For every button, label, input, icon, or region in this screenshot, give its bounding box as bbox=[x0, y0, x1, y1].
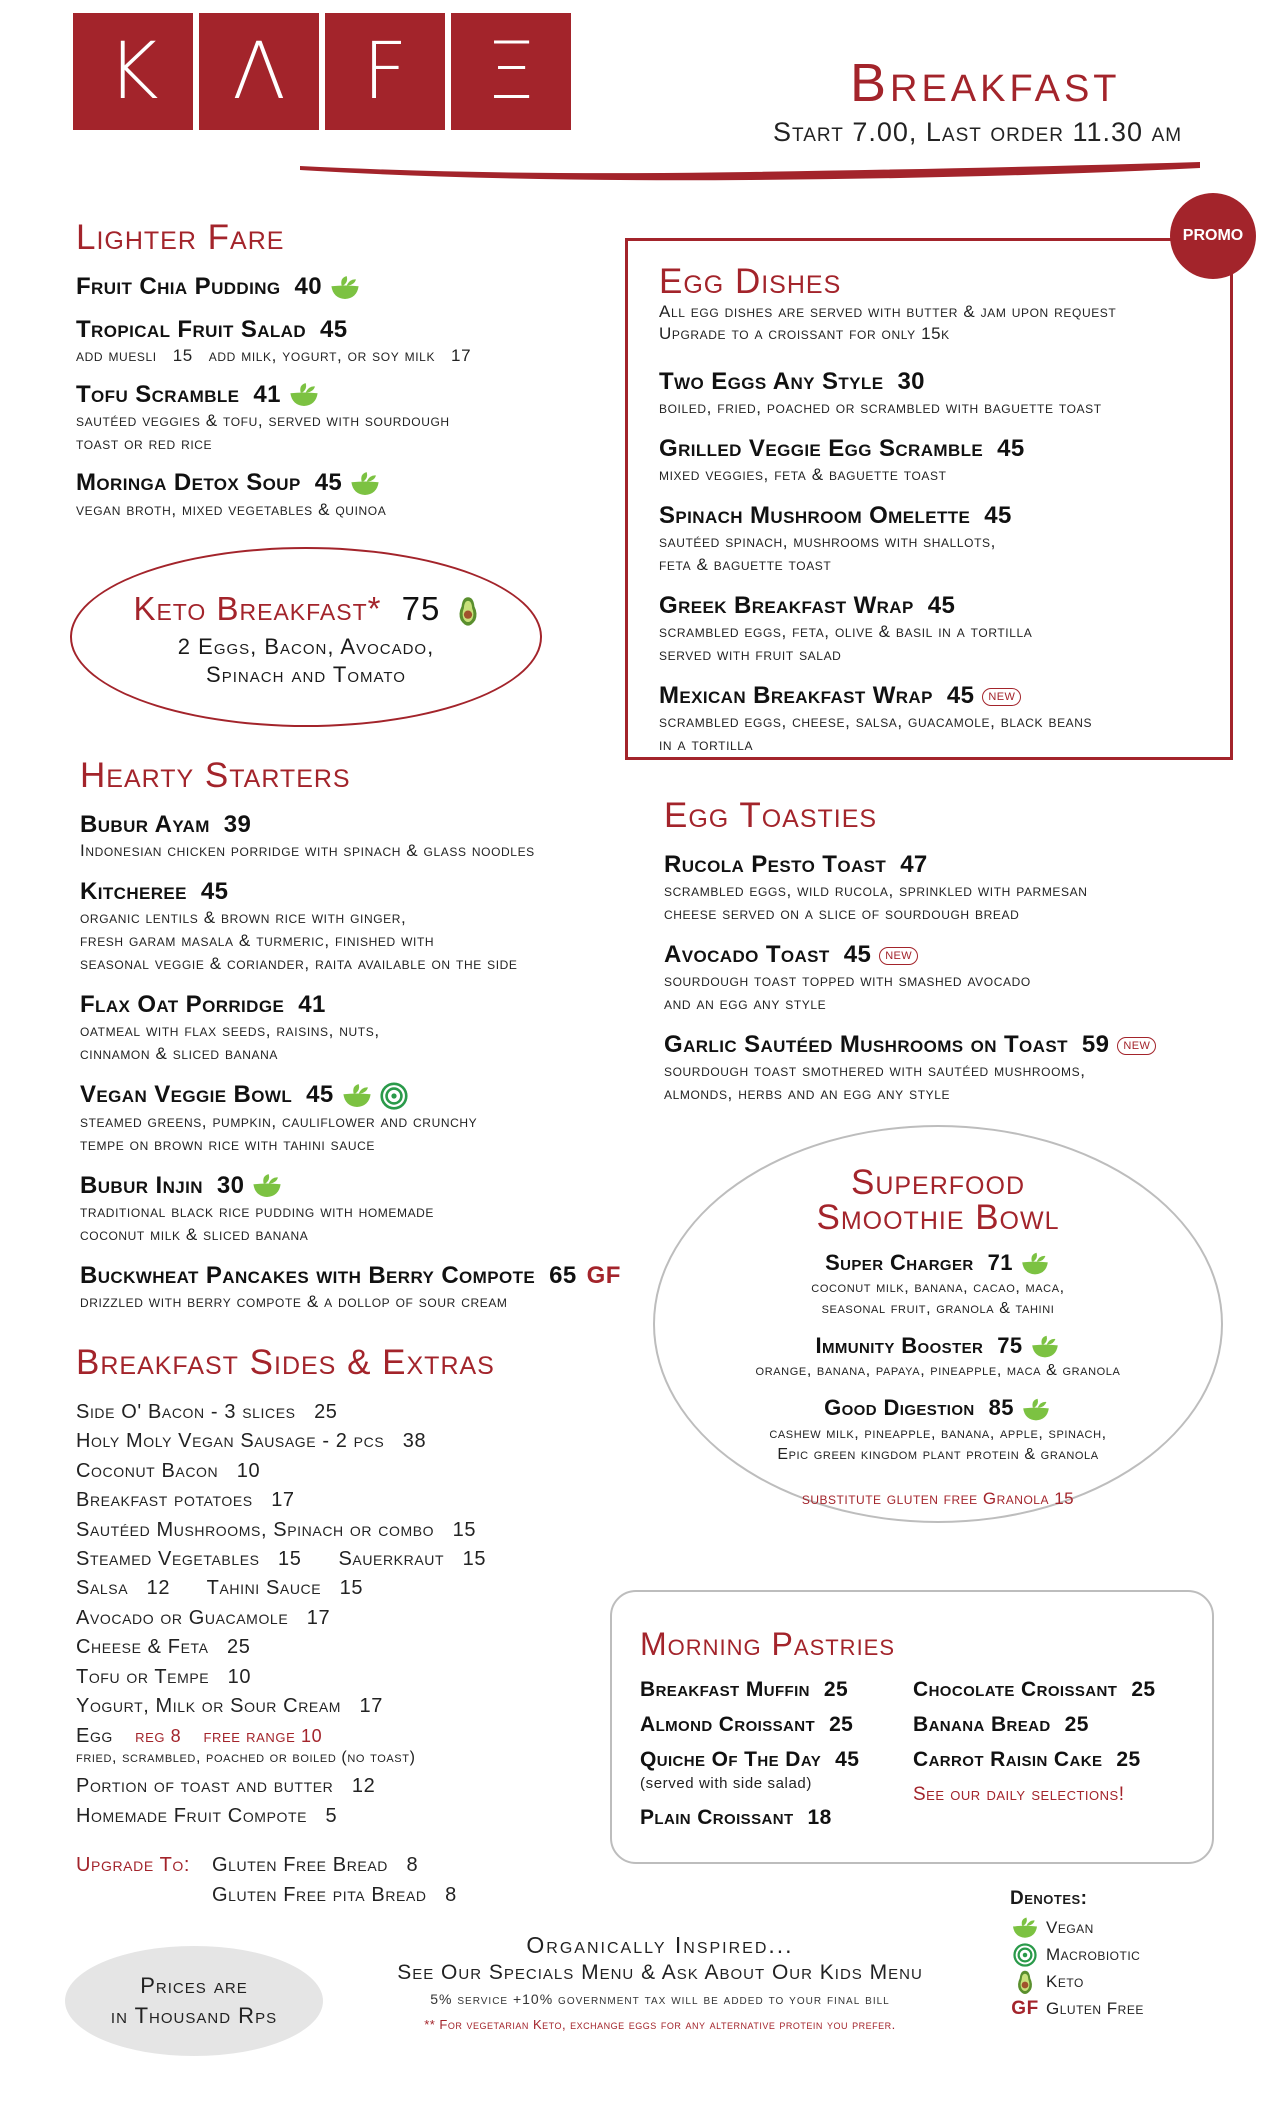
menu-item bbox=[659, 435, 1219, 486]
menu-item bbox=[80, 1262, 650, 1313]
side-item: Cheese & Feta 25 bbox=[76, 1636, 251, 1659]
macrobiotic-icon bbox=[380, 1082, 408, 1110]
item-price: 59 bbox=[1081, 1031, 1110, 1058]
vegan-icon bbox=[287, 381, 321, 409]
egg-description: fried, scrambled, poached or boiled (no toast) bbox=[76, 1749, 416, 1767]
menu-item bbox=[653, 1250, 1223, 1319]
item-price: 45 bbox=[320, 315, 348, 343]
menu-item bbox=[76, 273, 636, 302]
item-description: traditional black rice pudding with homemade bbox=[80, 1202, 435, 1222]
item-name: Tofu Scramble bbox=[76, 380, 240, 408]
menu-item bbox=[80, 811, 650, 862]
brush-stroke-divider bbox=[300, 158, 1200, 186]
item-description: cashew milk, pineapple, banana, apple, spinach, bbox=[769, 1424, 1107, 1442]
egg-dishes-note: Upgrade to a croissant for only 15k bbox=[659, 324, 950, 343]
side-item: Tofu or Tempe 10 bbox=[76, 1665, 252, 1688]
side-item: Breakfast potatoes 17 bbox=[76, 1489, 295, 1512]
page-title: Breakfast bbox=[850, 53, 1121, 113]
new-badge: NEW bbox=[982, 688, 1021, 706]
item-name: Flax Oat Porridge bbox=[80, 991, 285, 1018]
item-price: 47 bbox=[900, 851, 928, 878]
egg-toasties-heading: Egg Toasties bbox=[664, 796, 878, 835]
item-name: Quiche Of The Day bbox=[640, 1748, 822, 1771]
item-description: almonds, herbs and an egg any style bbox=[664, 1084, 951, 1103]
hearty-starters-list bbox=[80, 811, 650, 1327]
item-name: Chocolate Croissant bbox=[913, 1678, 1118, 1701]
item-description: organic lentils & brown rice with ginger, bbox=[80, 908, 407, 927]
menu-item bbox=[76, 469, 636, 521]
footer-tax-note: 5% service +10% government tax will be added to your final bill bbox=[430, 1991, 890, 2007]
item-description: sourdough toast smothered with sautéed mushrooms, bbox=[664, 1061, 1086, 1080]
keto-avocado-icon bbox=[457, 595, 479, 627]
item-description: cheese served on a slice of sourdough bread bbox=[664, 904, 1020, 923]
vegan-icon bbox=[1020, 1397, 1052, 1423]
item-price: 45 bbox=[200, 878, 229, 905]
logo-letter-k: K bbox=[73, 13, 193, 130]
item-name: Super Charger bbox=[825, 1250, 974, 1275]
legend-label: Macrobiotic bbox=[1046, 1944, 1141, 1964]
smoothie-bowl-section bbox=[653, 1163, 1223, 1509]
item-name: Bubur Ayam bbox=[80, 811, 210, 838]
hours-text: Start 7.00, Last order 11.30 am bbox=[773, 117, 1183, 147]
menu-item bbox=[76, 316, 636, 367]
item-price: 45 bbox=[843, 941, 872, 968]
item-price: 45 bbox=[946, 682, 975, 709]
footer-keto-note: ** For vegetarian Keto, exchange eggs for any alternative protein you prefer. bbox=[424, 2017, 896, 2032]
item-price: 45 bbox=[997, 435, 1025, 462]
vegan-icon bbox=[1029, 1334, 1061, 1360]
item-name: Banana Bread bbox=[913, 1713, 1051, 1736]
item-name: Almond Croissant bbox=[640, 1713, 816, 1736]
side-item: Salsa 12 Tahini Sauce 15 bbox=[76, 1577, 364, 1600]
item-name: Carrot Raisin Cake bbox=[913, 1748, 1103, 1771]
item-description: cinnamon & sliced banana bbox=[80, 1044, 278, 1063]
item-name: Vegan Veggie Bowl bbox=[80, 1081, 293, 1108]
item-description: in a tortilla bbox=[659, 735, 754, 754]
item-description: coconut milk & sliced banana bbox=[80, 1225, 309, 1245]
keto-description: Spinach and Tomato bbox=[206, 662, 406, 687]
item-name: Bubur Injin bbox=[80, 1171, 203, 1199]
legend-label: Keto bbox=[1046, 1971, 1084, 1991]
kafe-logo bbox=[73, 13, 571, 130]
side-item: Sautéed Mushrooms, Spinach or combo 15 bbox=[76, 1518, 477, 1541]
item-description: (served with side salad) bbox=[640, 1775, 812, 1792]
menu-item bbox=[80, 991, 650, 1065]
egg-label: Egg bbox=[76, 1725, 113, 1748]
denotes-legend bbox=[1010, 1888, 1240, 2022]
footer-specials: See Our Specials Menu & Ask About Our Kids Menu bbox=[397, 1961, 923, 1984]
item-price: 25 bbox=[1131, 1678, 1156, 1701]
pastry-item bbox=[640, 1713, 920, 1748]
pastry-item bbox=[640, 1678, 920, 1713]
item-description: Indonesian chicken porridge with spinach & glass noodles bbox=[80, 841, 535, 860]
logo-letter-a: Λ bbox=[199, 13, 319, 130]
legend-macrobiotic bbox=[1010, 1941, 1240, 1968]
pastry-item bbox=[913, 1678, 1203, 1713]
side-item: Steamed Vegetables 15 Sauerkraut 15 bbox=[76, 1548, 487, 1571]
item-description: scrambled eggs, cheese, salsa, guacamole, black beans bbox=[659, 712, 1093, 731]
upgrade-row bbox=[76, 1851, 636, 1880]
item-description: scrambled eggs, feta, olive & basil in a tortilla bbox=[659, 622, 1033, 641]
new-badge: NEW bbox=[879, 947, 918, 965]
item-price: 25 bbox=[1116, 1748, 1141, 1771]
pastries-right-column bbox=[913, 1678, 1203, 1806]
item-description: coconut milk, banana, cacao, maca, bbox=[811, 1279, 1065, 1297]
item-price: 25 bbox=[829, 1713, 854, 1736]
item-description: orange, banana, papaya, pineapple, maca & granola bbox=[755, 1362, 1121, 1380]
item-description: and an egg any style bbox=[664, 994, 827, 1013]
item-price: 30 bbox=[897, 368, 925, 395]
side-item: Side O' Bacon - 3 slices 25 bbox=[76, 1401, 338, 1423]
item-description: scrambled eggs, wild rucola, sprinkled with parmesan bbox=[664, 881, 1088, 900]
menu-item bbox=[664, 851, 1234, 925]
item-name: Buckwheat Pancakes with Berry Compote bbox=[80, 1262, 536, 1290]
logo-letter-f: F bbox=[325, 13, 445, 130]
item-description: vegan broth, mixed vegetables & quinoa bbox=[76, 499, 387, 519]
pastry-item bbox=[913, 1748, 1203, 1784]
item-price: 41 bbox=[298, 991, 326, 1018]
pastry-item bbox=[640, 1748, 920, 1772]
side-item-egg bbox=[76, 1724, 636, 1748]
keto-description: 2 Eggs, Bacon, Avocado, bbox=[177, 634, 435, 659]
vegan-icon bbox=[250, 1172, 284, 1200]
menu-item bbox=[664, 941, 1234, 1015]
item-price: 39 bbox=[223, 811, 252, 838]
pastries-left-column bbox=[640, 1678, 920, 1830]
item-name: Good Digestion bbox=[824, 1395, 975, 1421]
egg-toasties-list bbox=[664, 851, 1234, 1119]
item-name: Spinach Mushroom Omelette bbox=[659, 502, 971, 529]
item-description: mixed veggies, feta & baguette toast bbox=[659, 465, 947, 484]
item-price: 45 bbox=[927, 592, 956, 619]
item-name: Moringa Detox Soup bbox=[76, 469, 301, 497]
menu-item bbox=[80, 1081, 650, 1156]
item-description: feta & baguette toast bbox=[659, 555, 832, 574]
item-name: Immunity Booster bbox=[815, 1333, 984, 1359]
hearty-starters-heading: Hearty Starters bbox=[80, 756, 351, 795]
sides-extras-list bbox=[76, 1398, 636, 1910]
side-item: Homemade Fruit Compote 5 bbox=[76, 1804, 338, 1827]
footer-tagline: Organically Inspired... bbox=[526, 1932, 794, 1958]
item-name: Rucola Pesto Toast bbox=[664, 851, 887, 878]
item-price: 65 bbox=[549, 1262, 577, 1290]
vegan-icon bbox=[1019, 1251, 1051, 1277]
item-description: boiled, fried, poached or scrambled with baguette toast bbox=[659, 398, 1102, 417]
menu-item bbox=[659, 368, 1219, 419]
item-price: 71 bbox=[987, 1250, 1013, 1275]
lighter-fare-list bbox=[76, 273, 636, 535]
item-price: 85 bbox=[988, 1395, 1014, 1421]
gluten-free-mark: GF bbox=[1011, 1997, 1039, 2019]
egg-free-range-price: free range 10 bbox=[203, 1726, 323, 1747]
item-name: Grilled Veggie Egg Scramble bbox=[659, 435, 984, 462]
item-name: Two Eggs Any Style bbox=[659, 368, 884, 395]
side-item: Holy Moly Vegan Sausage - 2 pcs 38 bbox=[76, 1430, 427, 1453]
pastry-item bbox=[913, 1713, 1203, 1748]
prices-note-oval bbox=[65, 1946, 323, 2056]
item-description: Epic green kingdom plant protein & granola bbox=[777, 1445, 1099, 1463]
item-price: 45 bbox=[984, 502, 1012, 529]
vegan-icon bbox=[348, 470, 382, 498]
menu-item bbox=[653, 1333, 1223, 1381]
item-price: 45 bbox=[835, 1748, 860, 1771]
upgrade-label: Upgrade To: bbox=[76, 1854, 191, 1877]
smoothie-heading: Superfood bbox=[850, 1163, 1026, 1202]
legend-label: Vegan bbox=[1046, 1917, 1094, 1937]
item-name: Mexican Breakfast Wrap bbox=[659, 682, 933, 709]
upgrade-option: Gluten Free Bread 8 bbox=[212, 1854, 419, 1877]
denotes-title: Denotes: bbox=[1010, 1888, 1088, 1909]
item-price: 45 bbox=[314, 469, 343, 497]
item-name: Plain Croissant bbox=[640, 1806, 794, 1829]
item-price: 25 bbox=[1064, 1713, 1089, 1736]
side-item: Coconut Bacon 10 bbox=[76, 1459, 261, 1482]
menu-item bbox=[659, 592, 1219, 666]
item-price: 25 bbox=[823, 1678, 849, 1701]
item-description: add muesli 15 add milk, yogurt, or soy milk 17 bbox=[76, 345, 472, 365]
item-description: toast or red rice bbox=[76, 434, 213, 454]
vegan-icon bbox=[328, 274, 362, 302]
side-item: Portion of toast and butter 12 bbox=[76, 1775, 376, 1798]
item-name: Greek Breakfast Wrap bbox=[659, 592, 914, 619]
item-price: 75 bbox=[997, 1333, 1023, 1359]
pastry-item bbox=[640, 1806, 920, 1830]
menu-item bbox=[653, 1395, 1223, 1464]
sides-extras-heading: Breakfast Sides & Extras bbox=[76, 1343, 495, 1382]
vegan-icon bbox=[1010, 1916, 1040, 1940]
vegan-icon bbox=[340, 1082, 374, 1110]
lighter-fare-heading: Lighter Fare bbox=[76, 218, 285, 257]
menu-item bbox=[664, 1031, 1234, 1105]
menu-item bbox=[80, 1172, 650, 1247]
menu-item bbox=[659, 502, 1219, 576]
upgrade-option: Gluten Free pita Bread 8 bbox=[212, 1883, 457, 1906]
upgrade-row bbox=[76, 1881, 636, 1910]
item-description: seasonal veggie & coriander, raita available on the side bbox=[80, 954, 518, 973]
promo-badge: PROMO bbox=[1170, 193, 1256, 279]
keto-price: 75 bbox=[401, 590, 441, 627]
keto-title: Keto Breakfast* bbox=[133, 590, 382, 627]
item-name: Tropical Fruit Salad bbox=[76, 315, 307, 343]
prices-note-text: Prices are bbox=[140, 1973, 248, 1998]
pastries-note: See our daily selections! bbox=[913, 1784, 1125, 1805]
item-description: steamed greens, pumpkin, cauliflower and crunchy bbox=[80, 1111, 478, 1131]
new-badge: NEW bbox=[1117, 1037, 1156, 1055]
menu-item bbox=[80, 878, 650, 975]
menu-item bbox=[659, 682, 1219, 756]
legend-vegan bbox=[1010, 1914, 1240, 1941]
egg-dishes-heading: Egg Dishes bbox=[659, 262, 842, 301]
morning-pastries-heading: Morning Pastries bbox=[640, 1626, 896, 1662]
egg-regular-price: reg 8 bbox=[135, 1726, 182, 1747]
menu-item bbox=[76, 381, 636, 456]
item-description: fresh garam masala & turmeric, finished with bbox=[80, 931, 435, 950]
gluten-free-mark: GF bbox=[586, 1262, 621, 1290]
item-description: oatmeal with flax seeds, raisins, nuts, bbox=[80, 1021, 380, 1040]
egg-dishes-note: All egg dishes are served with butter & jam upon request bbox=[659, 302, 1117, 321]
item-name: Breakfast Muffin bbox=[640, 1678, 810, 1701]
logo-letter-e: Ξ bbox=[451, 13, 571, 130]
item-description: tempe on brown rice with tahini sauce bbox=[80, 1134, 375, 1154]
footer bbox=[340, 1932, 980, 2032]
smoothie-heading: Smoothie Bowl bbox=[816, 1198, 1060, 1237]
item-description: sautéed veggies & tofu, served with sourdough bbox=[76, 411, 450, 431]
side-item: Yogurt, Milk or Sour Cream 17 bbox=[76, 1695, 383, 1718]
egg-dishes-list bbox=[659, 368, 1219, 770]
item-description: served with fruit salad bbox=[659, 645, 842, 664]
item-price: 30 bbox=[216, 1171, 245, 1199]
side-item: Avocado or Guacamole 17 bbox=[76, 1606, 331, 1629]
item-description: seasonal fruit, granola & tahini bbox=[821, 1300, 1055, 1318]
keto-avocado-icon bbox=[1016, 1969, 1034, 1995]
macrobiotic-icon bbox=[1013, 1943, 1037, 1967]
legend-keto bbox=[1010, 1968, 1240, 1995]
keto-breakfast bbox=[70, 590, 542, 688]
item-name: Fruit Chia Pudding bbox=[76, 273, 281, 300]
item-price: 40 bbox=[294, 273, 323, 300]
item-name: Kitcheree bbox=[80, 878, 187, 905]
legend-gluten-free bbox=[1010, 1995, 1240, 2022]
prices-note-text: in Thousand Rps bbox=[110, 2003, 278, 2028]
smoothie-note: substitute gluten free Granola 15 bbox=[801, 1488, 1075, 1508]
item-name: Garlic Sautéed Mushrooms on Toast bbox=[664, 1031, 1068, 1058]
item-description: drizzled with berry compote & a dollop of sour cream bbox=[80, 1292, 508, 1312]
item-description: sourdough toast topped with smashed avocado bbox=[664, 971, 1031, 990]
item-price: 41 bbox=[253, 380, 281, 408]
item-description: sautéed spinach, mushrooms with shallots, bbox=[659, 532, 996, 551]
item-name: Avocado Toast bbox=[664, 941, 830, 968]
item-price: 45 bbox=[306, 1081, 334, 1108]
item-price: 18 bbox=[807, 1806, 832, 1829]
legend-label: Gluten Free bbox=[1046, 1998, 1144, 2018]
